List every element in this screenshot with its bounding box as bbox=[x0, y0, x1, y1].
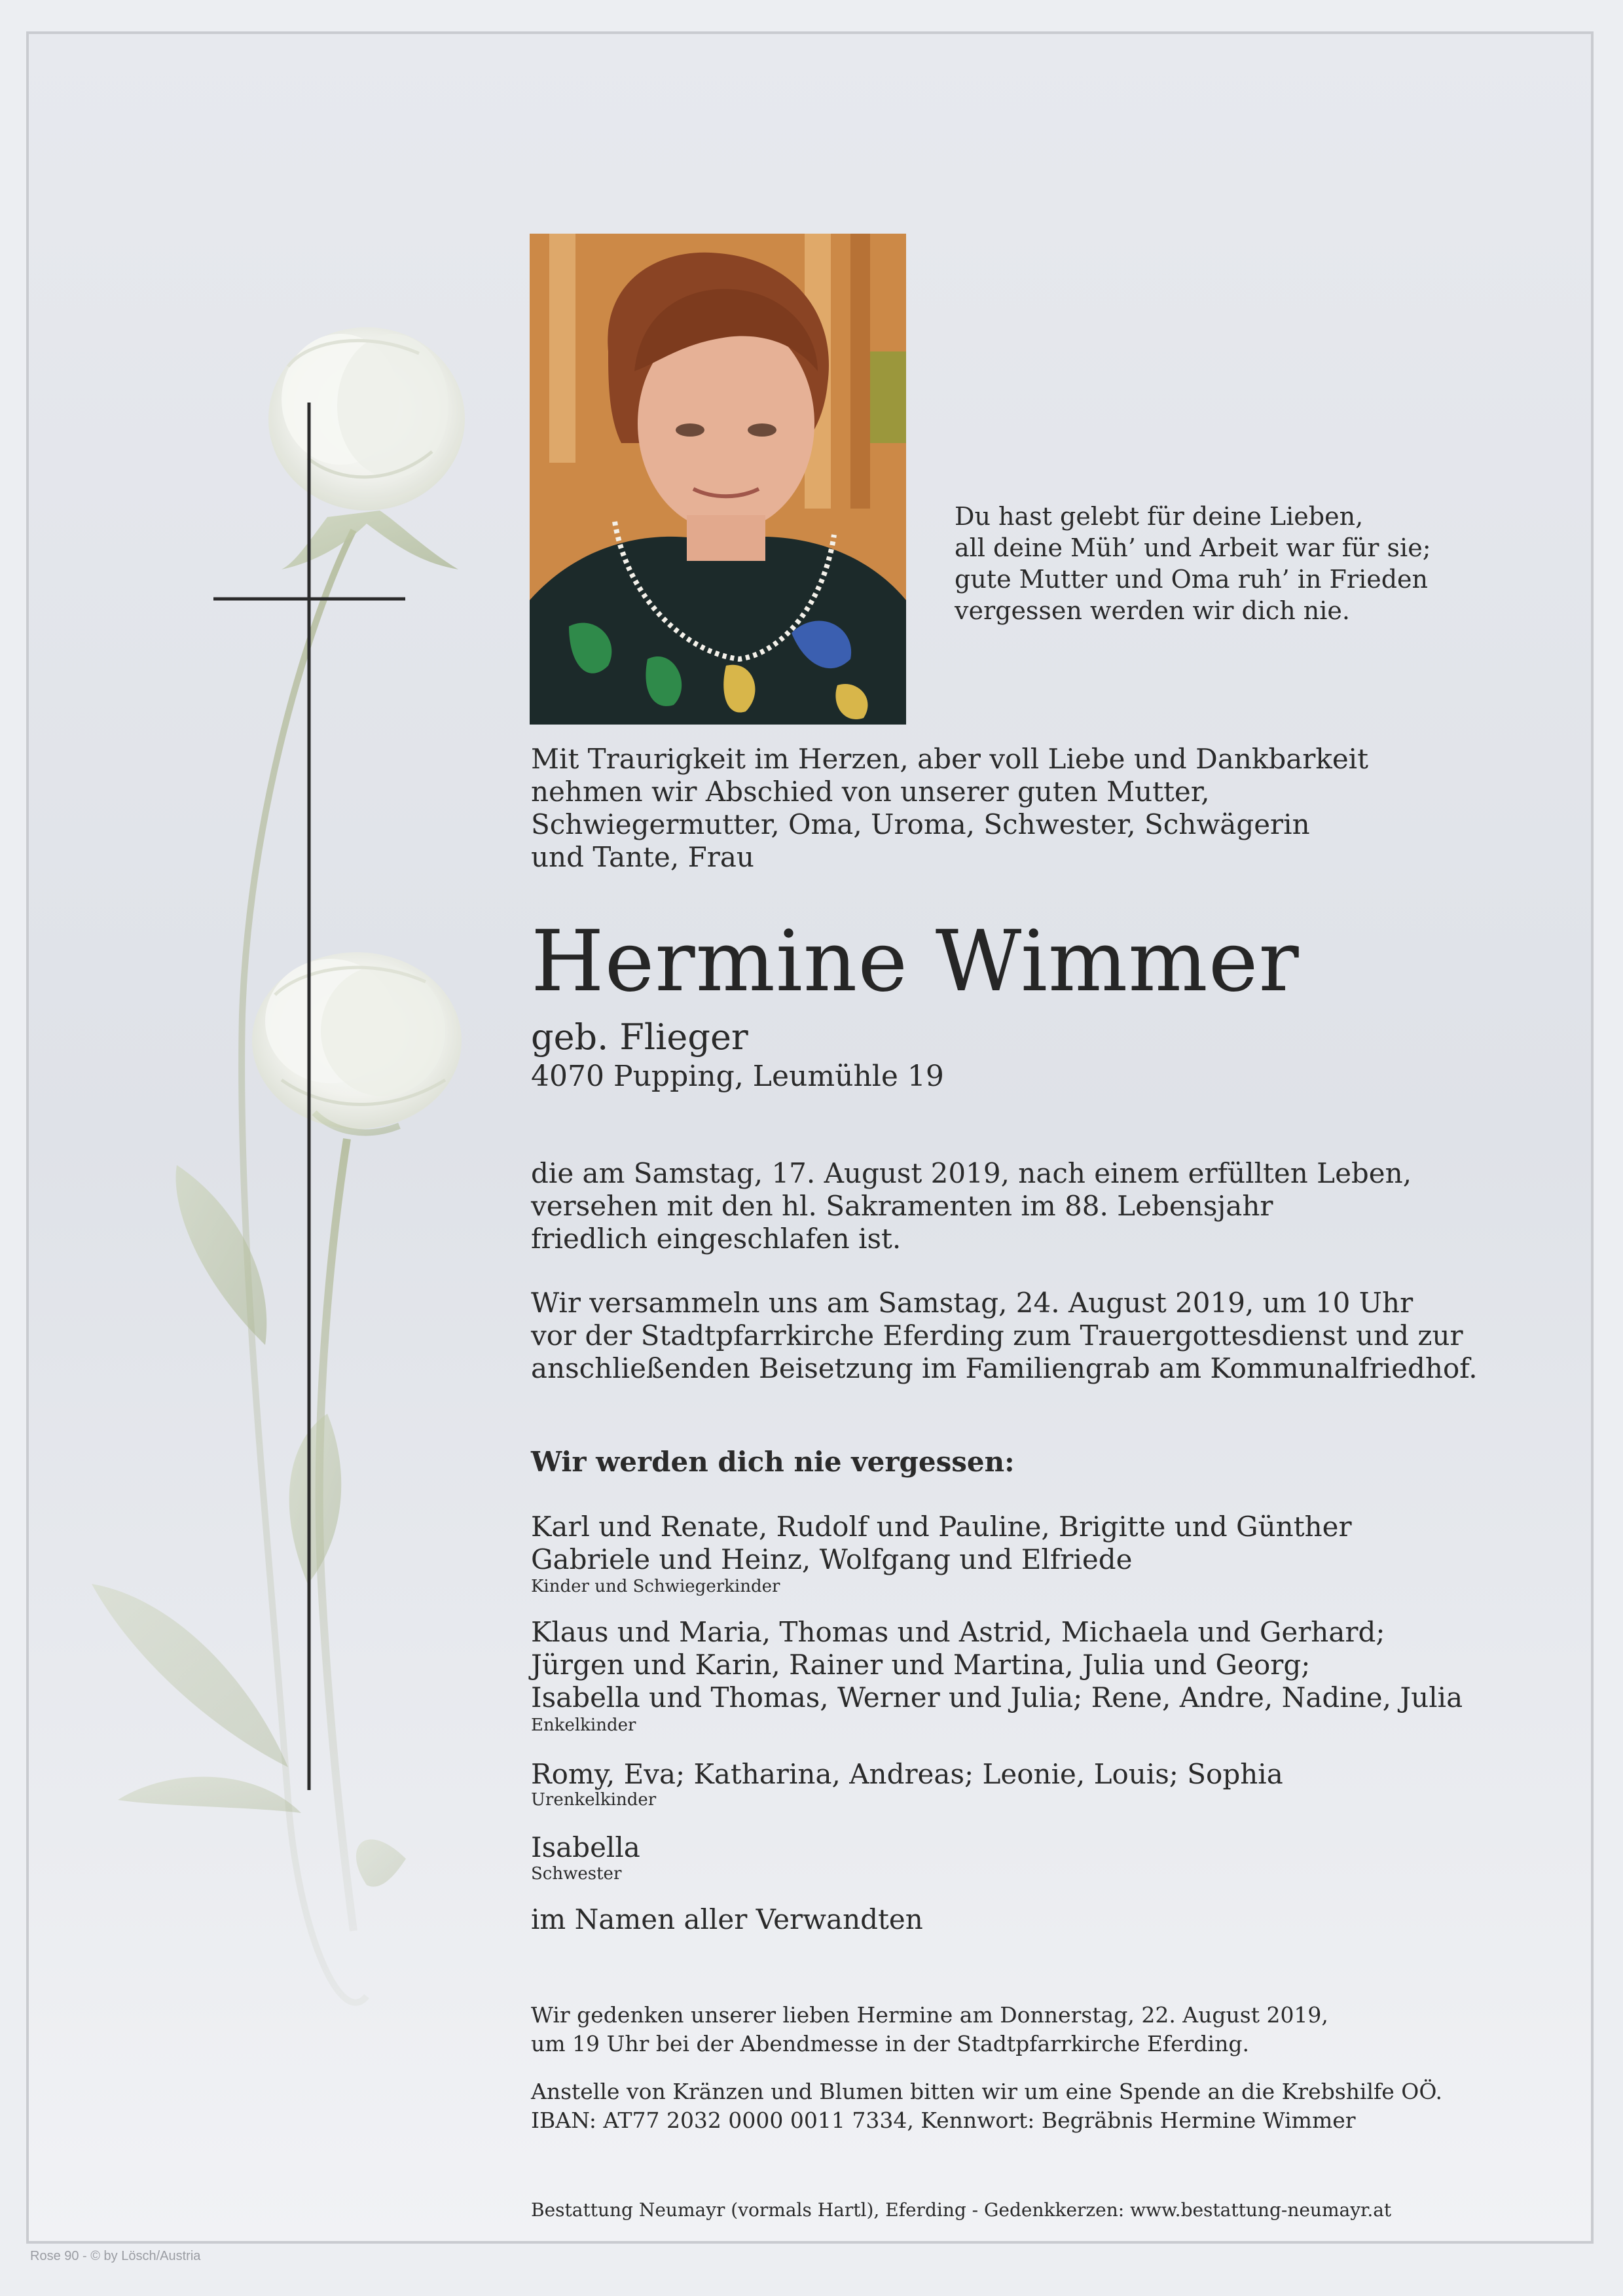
leaf-2 bbox=[289, 1414, 342, 1584]
rose-lower bbox=[252, 952, 462, 1132]
rose-upper bbox=[268, 327, 465, 511]
mourner-line: Karl und Renate, Rudolf und Pauline, Brigitte und Günther bbox=[531, 1511, 1352, 1543]
poem-line: vergessen werden wir dich nie. bbox=[955, 596, 1350, 625]
intro-line: nehmen wir Abschied von unserer guten Mutter, bbox=[531, 776, 1210, 808]
deceased-name: Hermine Wimmer bbox=[531, 913, 1300, 1011]
mourner-group-grandchildren bbox=[531, 1616, 1463, 1714]
mourner-line: Klaus und Maria, Thomas und Astrid, Michaela und Gerhard; bbox=[531, 1616, 1385, 1648]
leaf-4 bbox=[118, 1777, 301, 1813]
death-notice bbox=[531, 1157, 1412, 1255]
death-line: friedlich eingeschlafen ist. bbox=[531, 1223, 902, 1255]
death-line: versehen mit den hl. Sakramenten im 88. Lebensjahr bbox=[531, 1190, 1273, 1222]
mourners-closing: im Namen aller Verwandten bbox=[531, 1903, 923, 1935]
mourner-line: Gabriele und Heinz, Wolfgang und Elfriede bbox=[531, 1543, 1133, 1575]
intro-text bbox=[531, 743, 1368, 874]
funeral-home-footer: Bestattung Neumayr (vormals Hartl), Eferding - Gedenkkerzen: www.bestattung-neumayr.at bbox=[531, 2199, 1392, 2221]
memorial-line: um 19 Uhr bei der Abendmesse in der Stadtpfarrkirche Eferding. bbox=[531, 2031, 1249, 2056]
mourner-role: Kinder und Schwiegerkinder bbox=[531, 1577, 780, 1596]
memorial-mass-notice bbox=[531, 2001, 1328, 2058]
death-line: die am Samstag, 17. August 2019, nach einem erfüllten Leben, bbox=[531, 1157, 1412, 1189]
service-line: vor der Stadtpfarrkirche Eferding zum Trauergottesdienst und zur bbox=[531, 1319, 1463, 1352]
mourner-line: Isabella bbox=[531, 1831, 640, 1863]
leaf-3 bbox=[92, 1584, 288, 1767]
poem-line: gute Mutter und Oma ruh’ in Frieden bbox=[955, 565, 1429, 594]
service-line: anschließenden Beisetzung im Familiengrab am Kommunalfriedhof. bbox=[531, 1352, 1478, 1384]
mourner-group-children bbox=[531, 1511, 1352, 1576]
maiden-name: geb. Flieger bbox=[531, 1016, 748, 1058]
rose-stem-upper bbox=[242, 530, 367, 2003]
copyright-note: Rose 90 - © by Lösch/Austria bbox=[30, 2249, 201, 2263]
mourner-line: Romy, Eva; Katharina, Andreas; Leonie, Louis; Sophia bbox=[531, 1758, 1283, 1790]
mourner-line: Jürgen und Karin, Rainer und Martina, Julia und Georg; bbox=[531, 1649, 1311, 1681]
intro-line: Schwiegermutter, Oma, Uroma, Schwester, Schwägerin bbox=[531, 808, 1310, 840]
poem-line: Du hast gelebt für deine Lieben, bbox=[955, 502, 1364, 531]
service-line: Wir versammeln uns am Samstag, 24. August 2019, um 10 Uhr bbox=[531, 1287, 1413, 1319]
donation-line: Anstelle von Kränzen und Blumen bitten wir um eine Spende an die Krebshilfe OÖ. bbox=[531, 2079, 1442, 2104]
mourner-group-great-grandchildren bbox=[531, 1758, 1283, 1791]
mourner-role: Urenkelkinder bbox=[531, 1790, 657, 1810]
intro-line: und Tante, Frau bbox=[531, 841, 754, 873]
mourner-group-sister bbox=[531, 1831, 640, 1864]
memorial-line: Wir gedenken unserer lieben Hermine am Donnerstag, 22. August 2019, bbox=[531, 2002, 1328, 2028]
donation-line: IBAN: AT77 2032 0000 0011 7334, Kennwort: Begräbnis Hermine Wimmer bbox=[531, 2108, 1356, 2133]
poem-line: all deine Müh’ und Arbeit war für sie; bbox=[955, 533, 1431, 562]
leaf-5 bbox=[356, 1839, 406, 1886]
deceased-address: 4070 Pupping, Leumühle 19 bbox=[531, 1060, 944, 1093]
intro-line: Mit Traurigkeit im Herzen, aber voll Liebe und Dankbarkeit bbox=[531, 743, 1368, 775]
mourner-role: Schwester bbox=[531, 1864, 622, 1884]
leaf-1 bbox=[176, 1165, 267, 1345]
mourner-role: Enkelkinder bbox=[531, 1715, 636, 1735]
mourners-heading: Wir werden dich nie vergessen: bbox=[531, 1446, 1015, 1478]
mourner-line: Isabella und Thomas, Werner und Julia; Rene, Andre, Nadine, Julia bbox=[531, 1681, 1463, 1713]
donation-notice bbox=[531, 2077, 1442, 2135]
portrait-photo bbox=[530, 234, 906, 725]
service-notice bbox=[531, 1287, 1478, 1385]
poem bbox=[955, 501, 1431, 626]
